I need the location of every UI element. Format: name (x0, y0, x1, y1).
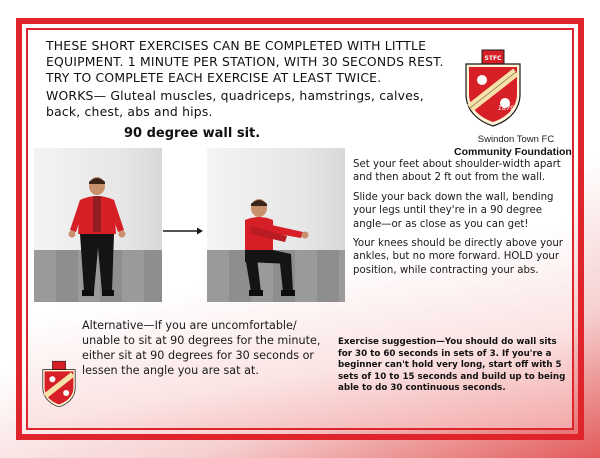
exercise-suggestion: Exercise suggestion—You should do wall sits for 30 to 60 seconds in sets of 3. If you're a beginner can't hold very long, start off with 5 sets of 10 to 15 seconds and build up to being able to do 30 continuous seconds. (338, 337, 566, 394)
standing-person-image (62, 174, 132, 300)
instruction-step-2: Slide your back down the wall, bending your legs until they're in a 90 degree angle—or as close as you can get! (353, 191, 554, 230)
svg-text:STFC: STFC (484, 55, 502, 62)
org-name: Swindon Town FC (477, 134, 555, 145)
crest-year: 1879 (497, 104, 515, 112)
photo-standing (34, 148, 162, 302)
works-text: WORKS— Gluteal muscles, quadriceps, hamstrings, calves, back, chest, abs and hips. (46, 88, 424, 119)
intro-text: THESE SHORT EXERCISES CAN BE COMPLETED WITH LITTLE EQUIPMENT. 1 MINUTE PER STATION, WITH 30 SECONDS REST. TRY TO COMPLETE EACH EXERCISE AT LEAST TWICE. (46, 38, 444, 85)
arrow-right-icon (163, 226, 203, 236)
instructions (353, 158, 563, 283)
instruction-step-1: Set your feet about shoulder-width apart and then about 2 ft out from the wall. (353, 159, 561, 184)
photo-wall-sit (207, 148, 345, 302)
alternative-text: Alternative—If you are uncomfortable/ unable to sit at 90 degrees for the minute, either sit at 90 degrees for 30 seconds or lessen the angle you are sat at. (82, 319, 321, 377)
wall-sit-person-image (237, 196, 327, 300)
instruction-step-3: Your knees should be directly above your ankles, but no more forward. HOLD your position, while contracting your abs. (353, 238, 563, 276)
crest-icon (462, 48, 524, 128)
small-crest-icon (40, 360, 78, 408)
org-subtitle: Community Foundation (454, 146, 572, 158)
exercise-title: 90 degree wall sit. (124, 126, 261, 141)
